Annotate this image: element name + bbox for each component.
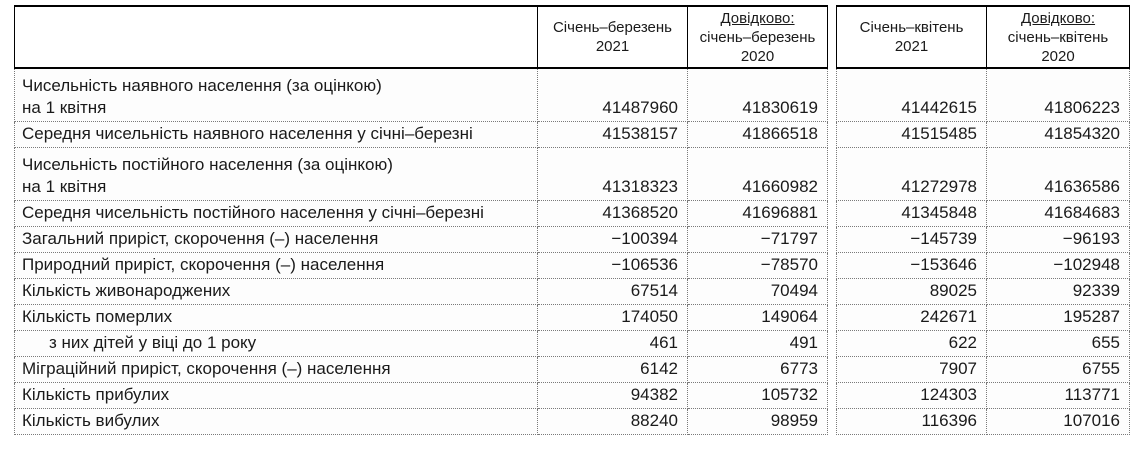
value-cell: −71797 — [688, 226, 828, 252]
value-cell: 6142 — [538, 356, 688, 382]
row-label — [15, 278, 538, 304]
value-cell: 88240 — [538, 408, 688, 434]
header-row — [15, 6, 1130, 68]
header-indicator-blank — [15, 6, 538, 68]
header-year-line: 2020 — [740, 47, 775, 65]
table-row — [15, 408, 1130, 434]
value-cell: 41487960 — [538, 68, 688, 121]
value-cell: 41442615 — [837, 68, 987, 121]
row-label-line: Чисельність постійного населення (за оцінкою) — [22, 154, 393, 174]
value-cell: 107016 — [987, 408, 1130, 434]
table-row — [15, 68, 1130, 121]
table-gap — [828, 278, 837, 304]
value-cell: 6755 — [987, 356, 1130, 382]
value-cell: 113771 — [987, 382, 1130, 408]
value-cell: 6773 — [688, 356, 828, 382]
row-label-line: Кількість живонароджених — [22, 280, 231, 300]
value-cell: 124303 — [837, 382, 987, 408]
value-cell: 116396 — [837, 408, 987, 434]
table-row — [15, 121, 1130, 147]
value-cell: 67514 — [538, 278, 688, 304]
header-period-line: січень–березень — [699, 28, 816, 46]
header-period-line: січень–квітень — [1007, 28, 1109, 46]
value-cell: 41696881 — [688, 200, 828, 226]
value-cell: −145739 — [837, 226, 987, 252]
table-gap — [828, 382, 837, 408]
value-cell: −100394 — [538, 226, 688, 252]
value-cell: 7907 — [837, 356, 987, 382]
value-cell: 41854320 — [987, 121, 1130, 147]
row-label — [15, 200, 538, 226]
value-cell: −106536 — [538, 252, 688, 278]
value-cell: 41866518 — [688, 121, 828, 147]
value-cell: 105732 — [688, 382, 828, 408]
table-gap — [828, 68, 837, 121]
value-cell: 149064 — [688, 304, 828, 330]
value-cell: 491 — [688, 330, 828, 356]
value-cell: 98959 — [688, 408, 828, 434]
row-label-line: Міграційний приріст, скорочення (–) населення — [22, 358, 391, 378]
row-label-line: Кількість вибулих — [22, 410, 160, 430]
value-cell: 195287 — [987, 304, 1130, 330]
value-cell: 94382 — [538, 382, 688, 408]
value-cell: 70494 — [688, 278, 828, 304]
row-label — [15, 121, 538, 147]
header-reference-label: Довідково: — [1020, 9, 1096, 27]
table-row — [15, 278, 1130, 304]
table-row — [15, 330, 1130, 356]
row-label-line: Кількість прибулих — [22, 384, 170, 404]
table-gap — [828, 121, 837, 147]
row-label-line: на 1 квітня — [22, 97, 107, 117]
header-period-line: Січень–квітень — [859, 19, 964, 36]
row-label — [15, 330, 538, 356]
table-gap — [828, 6, 837, 68]
table-row — [15, 252, 1130, 278]
table-gap — [828, 356, 837, 382]
row-label-line: Середня чисельність наявного населення у січні–березні — [22, 123, 473, 143]
row-label — [15, 68, 538, 121]
table-gap — [828, 226, 837, 252]
header-ref-jan-apr-2020 — [987, 6, 1130, 68]
row-label — [15, 304, 538, 330]
table-gap — [828, 304, 837, 330]
value-cell: −96193 — [987, 226, 1130, 252]
table-gap — [828, 330, 837, 356]
header-year-line: 2020 — [1041, 47, 1075, 65]
value-cell: 41830619 — [688, 68, 828, 121]
row-label — [15, 252, 538, 278]
value-cell: 89025 — [837, 278, 987, 304]
value-cell: 41660982 — [688, 147, 828, 200]
value-cell: 41538157 — [538, 121, 688, 147]
header-reference-label: Довідково: — [720, 9, 795, 27]
value-cell: −153646 — [837, 252, 987, 278]
value-cell: 41272978 — [837, 147, 987, 200]
row-label-line: Загальний приріст, скорочення (–) населення — [22, 228, 379, 248]
header-jan-mar-2021 — [538, 6, 688, 68]
value-cell: 41368520 — [538, 200, 688, 226]
table-row — [15, 200, 1130, 226]
value-cell: 41806223 — [987, 68, 1130, 121]
table-row — [15, 382, 1130, 408]
value-cell: 41515485 — [837, 121, 987, 147]
header-year-line: 2021 — [595, 38, 630, 55]
row-label — [15, 147, 538, 200]
row-label-line: Природний приріст, скорочення (–) населення — [22, 254, 385, 274]
row-label — [15, 408, 538, 434]
header-jan-apr-2021 — [837, 6, 987, 68]
value-cell: −102948 — [987, 252, 1130, 278]
table-row — [15, 226, 1130, 252]
row-label-line: Чисельність наявного населення (за оцінкою) — [22, 75, 382, 95]
value-cell: 242671 — [837, 304, 987, 330]
row-label-line: з них дітей у віці до 1 року — [49, 332, 257, 352]
header-year-line: 2021 — [894, 38, 929, 55]
row-label-line: Кількість померлих — [22, 306, 173, 326]
value-cell: 461 — [538, 330, 688, 356]
table-gap — [828, 252, 837, 278]
value-cell: 41684683 — [987, 200, 1130, 226]
value-cell: −78570 — [688, 252, 828, 278]
value-cell: 92339 — [987, 278, 1130, 304]
header-period-line: Січень–березень — [552, 19, 673, 36]
table-gap — [828, 200, 837, 226]
table-row — [15, 304, 1130, 330]
value-cell: 622 — [837, 330, 987, 356]
row-label-line: на 1 квітня — [22, 176, 107, 196]
table-gap — [828, 147, 837, 200]
table-gap — [828, 408, 837, 434]
header-ref-jan-mar-2020 — [688, 6, 828, 68]
row-label — [15, 382, 538, 408]
row-label — [15, 226, 538, 252]
row-label — [15, 356, 538, 382]
value-cell: 41318323 — [538, 147, 688, 200]
row-label-line: Середня чисельність постійного населення у січні–березні — [22, 202, 484, 222]
value-cell: 41345848 — [837, 200, 987, 226]
value-cell: 174050 — [538, 304, 688, 330]
value-cell: 655 — [987, 330, 1130, 356]
population-statistics-table — [14, 5, 1130, 435]
table-row — [15, 356, 1130, 382]
value-cell: 41636586 — [987, 147, 1130, 200]
table-row — [15, 147, 1130, 200]
